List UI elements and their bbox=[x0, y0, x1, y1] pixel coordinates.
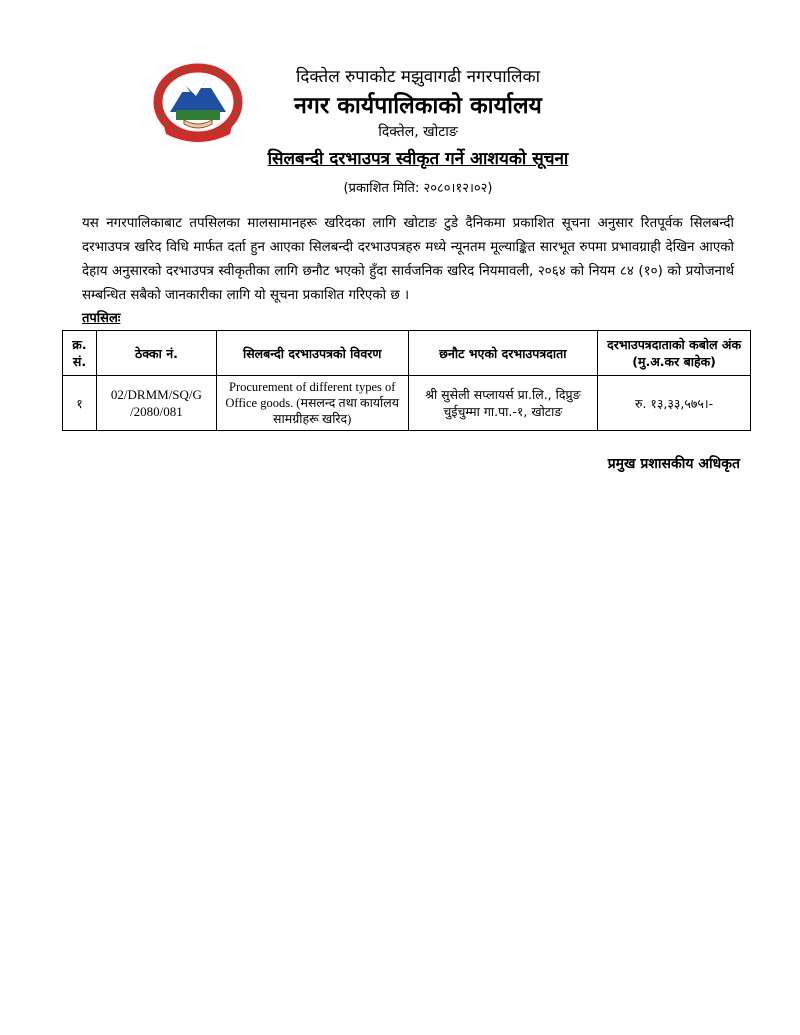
office-address: दिक्तेल, खोटाङ bbox=[378, 124, 458, 140]
cell-contract-no: 02/DRMM/SQ/G /2080/081 bbox=[96, 376, 216, 431]
notice-body: यस नगरपालिकाबाट तपसिलका मालसामानहरू खरिदका लागि खोटाङ टुडे दैनिकमा प्रकाशित सूचना अनुसार रितपूर्वक सिलबन्दी दरभाउपत्र खरिद विधि मार्फत दर्ता हुन आएका सिलबन्दी दरभाउपत्रहरु मध्ये न्यूनतम मूल्याङ्कित सारभूत रुपमा प्रभावग्राही देखिन आएको देहाय अनुसारको दरभाउपत्र स्वीकृतीका लागि छनौट भएको हुँदा सार्वजनिक खरिद नियमावली, २०६४ को नियम ८४ (१०) को प्रयोजनार्थ सम्बन्धित सबैको जानकारीका लागि यो सूचना प्रकाशित गरिएको छ । bbox=[82, 216, 734, 303]
table-row bbox=[63, 376, 751, 431]
published-date: (प्रकाशित मिति: २०८०।१२।०२) bbox=[343, 181, 493, 196]
bid-table bbox=[62, 330, 751, 431]
table-label: तपसिलः bbox=[82, 311, 121, 326]
col-header-amount: दरभाउपत्रदाताको कबोल अंक (मु.अ.कर बाहेक) bbox=[598, 331, 751, 376]
cell-bidder: श्री सुसेली सप्लायर्स प्रा.लि., दिप्रुङ चुईचुम्मा गा.पा.-१, खोटाङ bbox=[408, 376, 598, 431]
table-header-row bbox=[63, 331, 751, 376]
signatory: प्रमुख प्रशासकीय अधिकृत bbox=[607, 456, 740, 472]
municipality-name: दिक्तेल रुपाकोट मझुवागढी नगरपालिका bbox=[295, 67, 541, 87]
col-header-description: सिलबन्दी दरभाउपत्रको विवरण bbox=[216, 331, 408, 376]
notice-title: सिलबन्दी दरभाउपत्र स्वीकृत गर्ने आशयको सूचना bbox=[267, 149, 569, 169]
cell-sn: १ bbox=[63, 376, 97, 431]
cell-amount: रु. १३,३३,५७५।- bbox=[598, 376, 751, 431]
cell-description: Procurement of different types of Office goods. (मसलन्द तथा कार्यालय सामग्रीहरू खरिद) bbox=[216, 376, 408, 431]
col-header-sn: क्र. सं. bbox=[63, 331, 97, 376]
col-header-bidder: छनौट भएको दरभाउपत्रदाता bbox=[408, 331, 598, 376]
col-header-contract-no: ठेक्का नं. bbox=[96, 331, 216, 376]
office-title: नगर कार्यपालिकाको कार्यालय bbox=[294, 93, 542, 119]
nepal-emblem-icon bbox=[150, 56, 246, 142]
